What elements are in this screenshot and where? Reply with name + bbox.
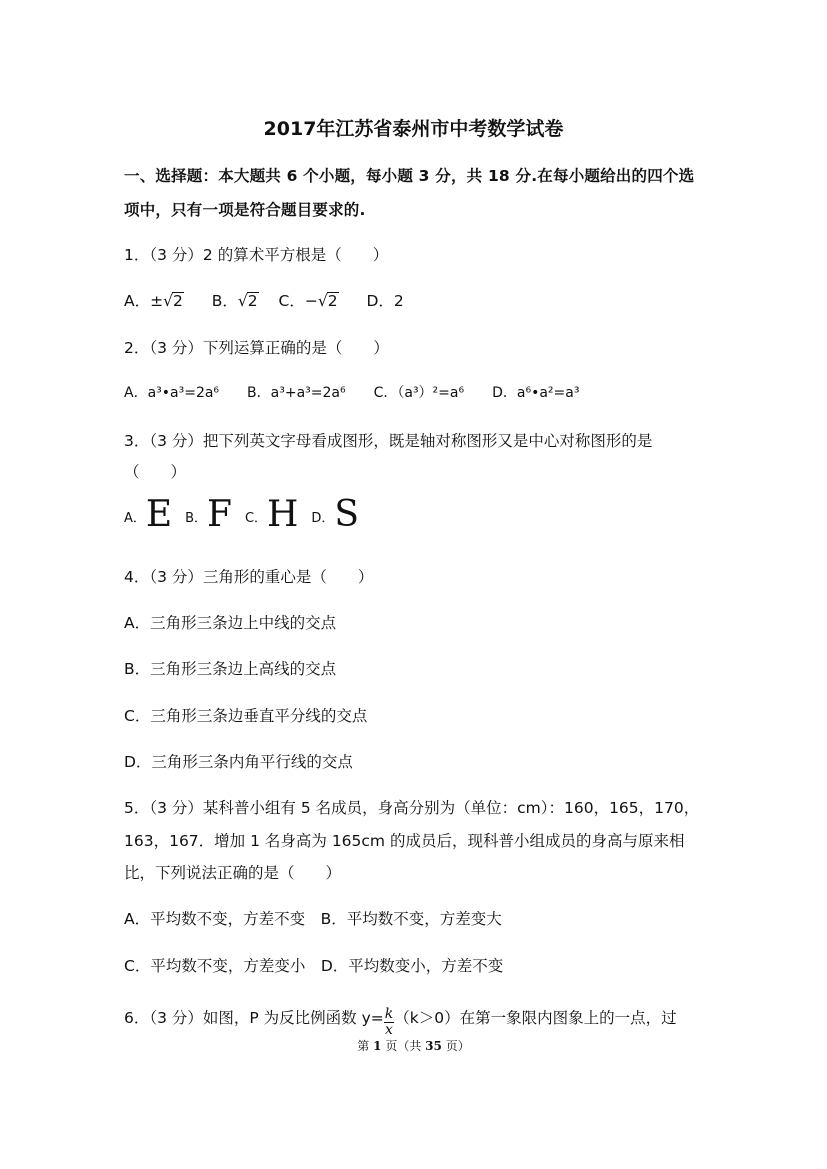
footer-page-number: 1: [373, 1039, 382, 1053]
q3-letter-f: F: [207, 494, 233, 535]
footer-middle: 页（共: [385, 1039, 422, 1053]
question-4-option-d: D．三角形三条内角平行线的交点: [124, 753, 353, 771]
question-2-stem: 2．（3 分）下列运算正确的是（ ）: [124, 339, 389, 357]
question-4-stem: 4．（3 分）三角形的重心是（ ）: [124, 568, 374, 586]
sqrt-icon: √: [317, 292, 328, 310]
page-title: 2017年江苏省泰州市中考数学试卷: [263, 118, 564, 140]
q6-text-pre: 6．（3 分）如图，P 为反比例函数 y=: [124, 1009, 384, 1027]
q3-option-a-label: A．: [124, 511, 146, 526]
q6-fraction-denominator: x: [385, 1022, 393, 1038]
sqrt-icon: √: [237, 292, 248, 310]
footer-prefix: 第: [357, 1039, 370, 1053]
question-5-line2: 163，167．增加 1 名身高为 165cm 的成员后，现科普小组成员的身高与原来相: [124, 832, 685, 850]
question-3-options: [124, 494, 367, 535]
q3-letter-h: H: [267, 494, 299, 535]
q1-option-c-radicand: 2: [327, 292, 338, 310]
q1-option-b-radicand: 2: [247, 292, 258, 310]
question-4-option-c: C．三角形三条边垂直平分线的交点: [124, 707, 368, 725]
q1-option-a-radicand: 2: [172, 292, 183, 310]
question-5-options-cd: C．平均数不变，方差变小 D．平均数变小，方差不变: [124, 957, 504, 975]
question-1-options: [124, 289, 404, 311]
question-2-options: A．a³•a³=2a⁶ B．a³+a³=2a⁶ C．（a³）²=a⁶ D．a⁶•a²=a³: [124, 385, 580, 401]
q3-option-d-label: D．: [311, 511, 335, 526]
q3-letter-s: S: [334, 494, 360, 535]
q3-option-b-label: B．: [185, 511, 208, 526]
sqrt-icon: √: [163, 292, 173, 310]
q1-option-b-prefix: B．: [211, 292, 238, 310]
question-5-line1: 5．（3 分）某科普小组有 5 名成员，身高分别为（单位：cm）：160，165，170，: [124, 799, 700, 817]
question-3-stem: 3．（3 分）把下列英文字母看成图形，既是轴对称图形又是中心对称图形的是: [124, 432, 653, 450]
q6-text-post: （k＞0）在第一象限内图象上的一点，过: [394, 1009, 677, 1027]
section-heading-line1: 一、选择题：本大题共 6 个小题，每小题 3 分，共 18 分.在每小题给出的四个选: [124, 167, 695, 185]
footer-total-pages: 35: [425, 1039, 442, 1053]
question-4-option-a: A．三角形三条边上中线的交点: [124, 614, 337, 632]
question-5-line3: 比，下列说法正确的是（ ）: [124, 864, 342, 882]
q1-option-a-prefix: A．±: [124, 292, 164, 310]
question-5-options-ab: A．平均数不变，方差不变 B．平均数不变，方差变大: [124, 910, 502, 928]
question-3-stem-cont: （ ）: [124, 463, 187, 481]
q6-fraction-numerator: k: [384, 1006, 394, 1022]
section-heading-line2: 项中，只有一项是符合题目要求的.: [124, 201, 366, 219]
q3-option-c-label: C．: [244, 511, 268, 526]
q1-option-c-prefix: C．−: [278, 292, 318, 310]
footer-suffix: 页）: [445, 1039, 470, 1053]
page-footer: [0, 1037, 827, 1054]
question-4-option-b: B．三角形三条边上高线的交点: [124, 660, 337, 678]
q6-fraction: [384, 1007, 394, 1037]
question-6-line1: [124, 1006, 677, 1037]
question-1-stem: 1．（3 分）2 的算术平方根是（ ）: [124, 246, 389, 264]
q1-option-d: D．2: [366, 292, 404, 310]
q3-letter-e: E: [145, 494, 173, 535]
